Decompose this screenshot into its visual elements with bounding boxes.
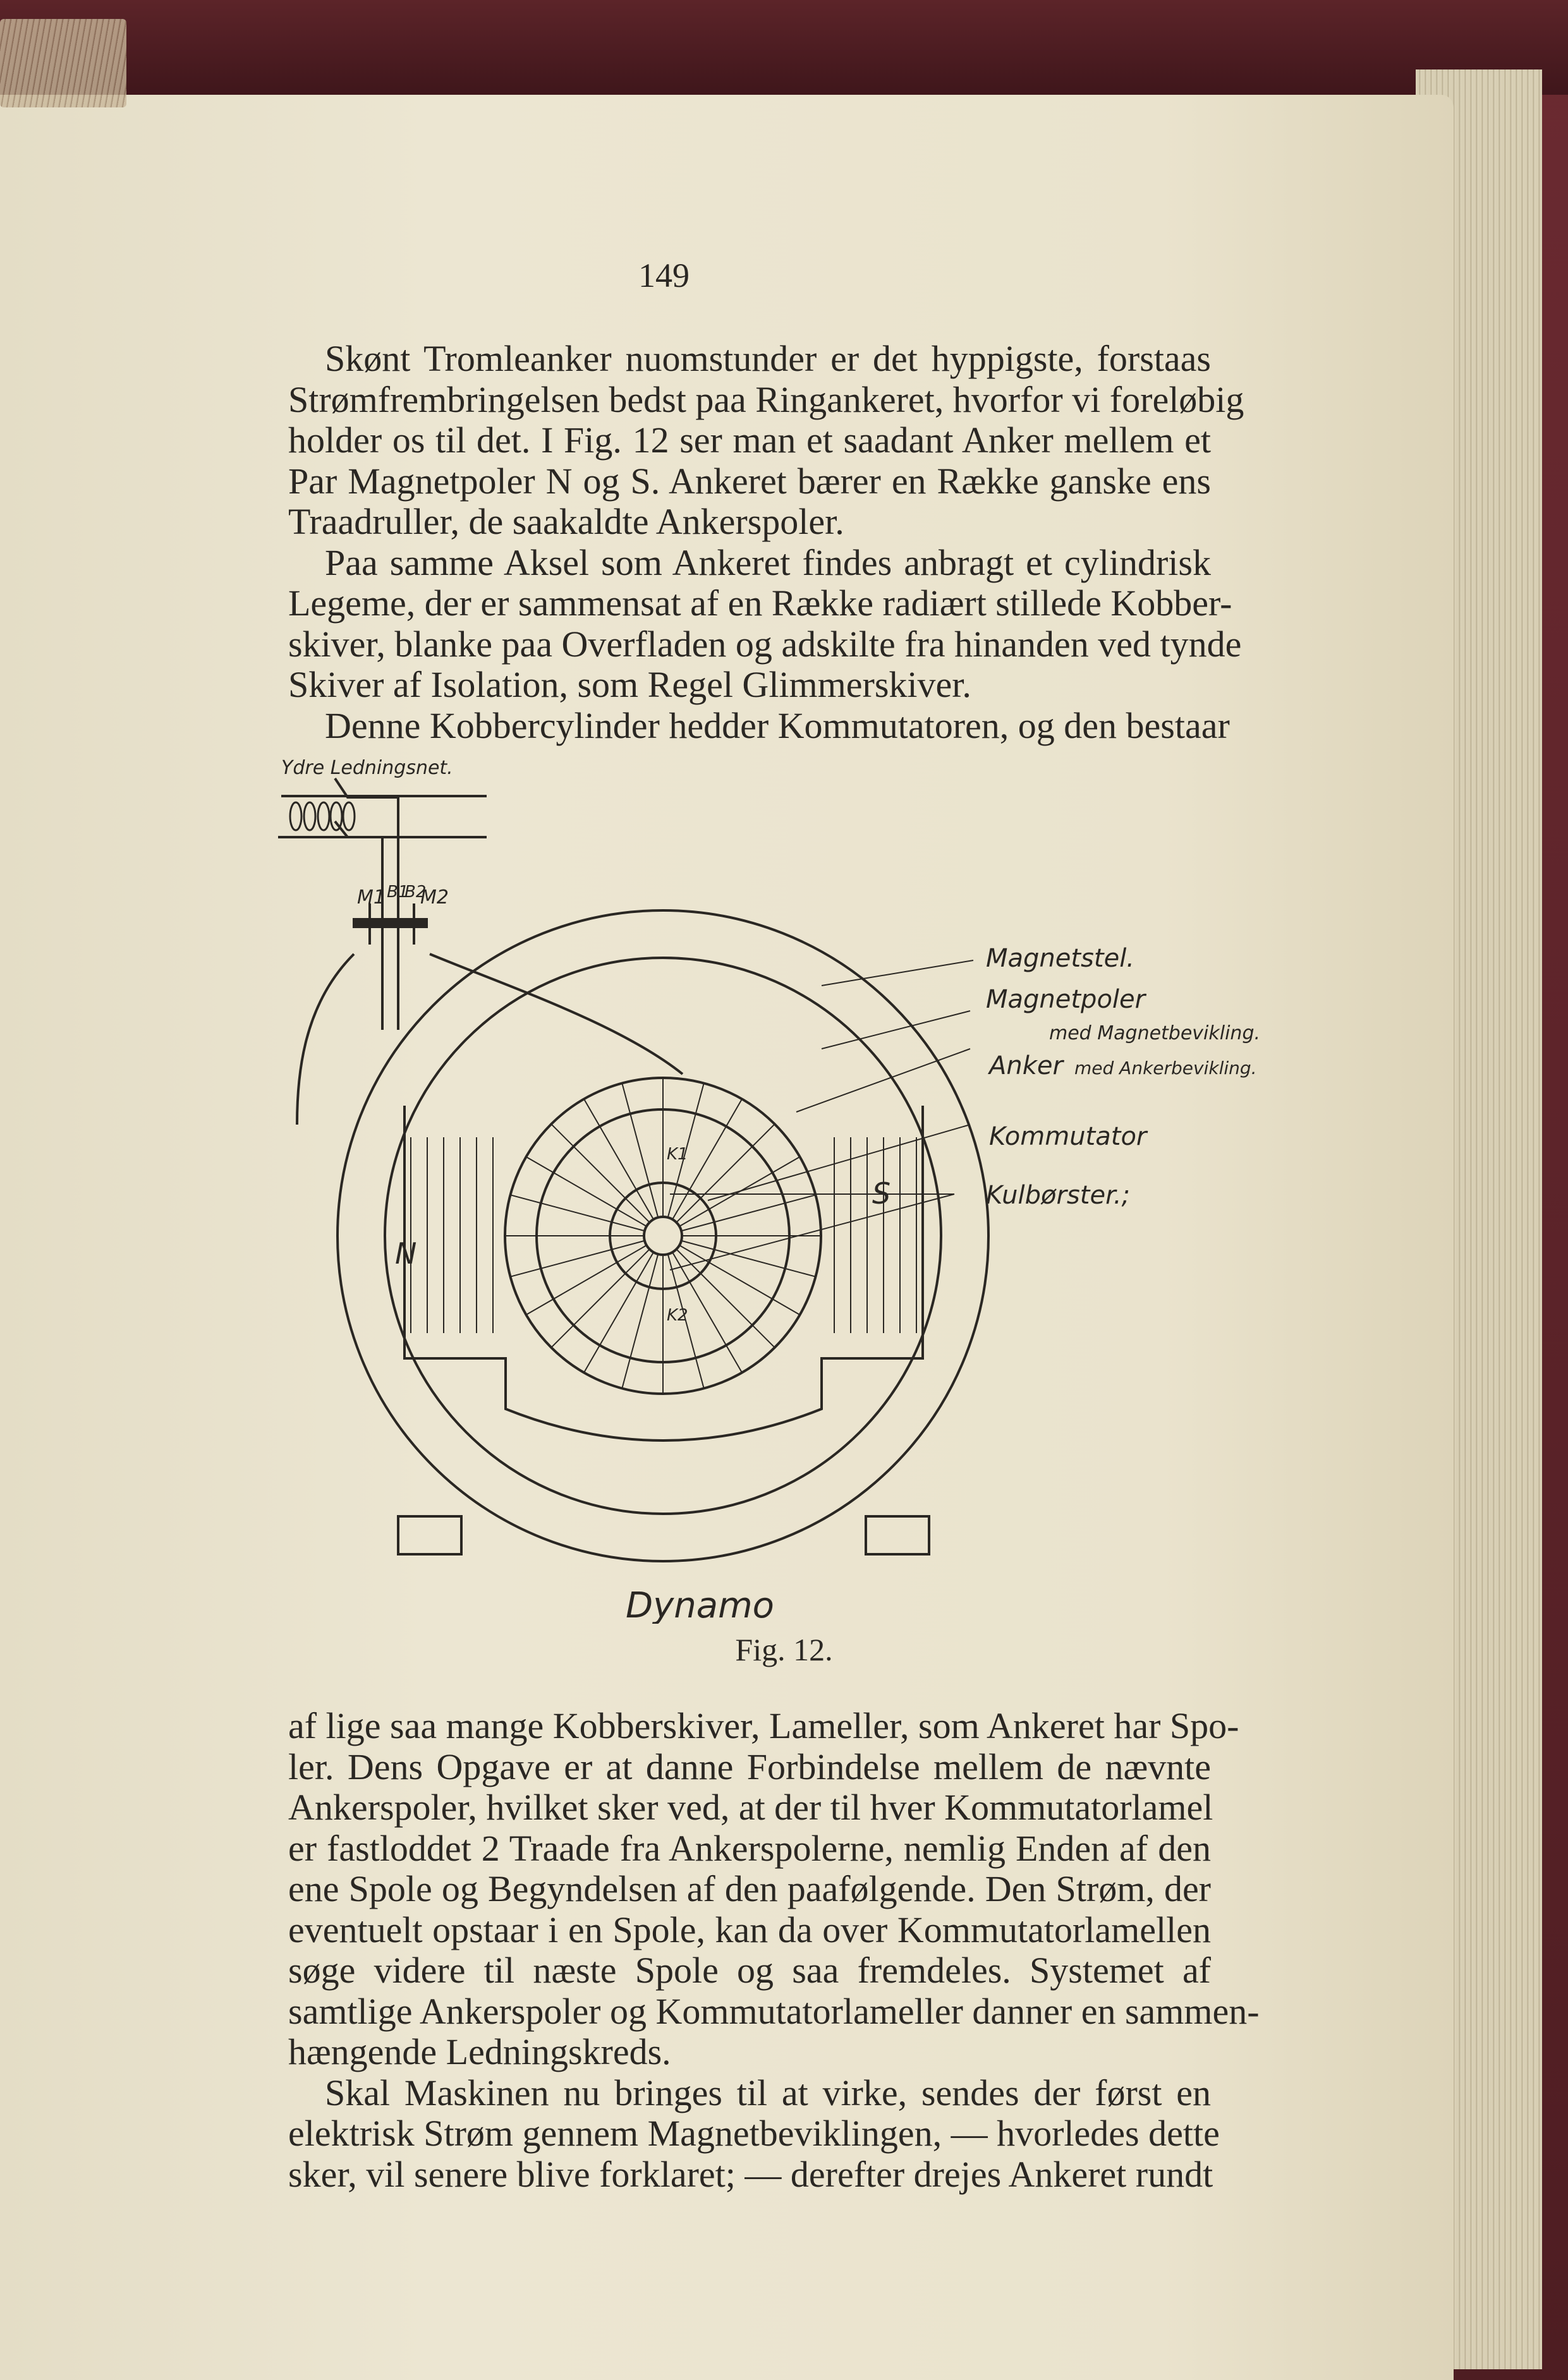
- label-k1: K1: [667, 1145, 688, 1164]
- headband: [0, 19, 126, 107]
- text-line: Ankerspoler, hvilket sker ved, at der til hver Kommutatorlamel: [288, 1787, 1213, 1828]
- binding-top: [0, 0, 1568, 95]
- label-b2: B2: [404, 883, 427, 902]
- label-k2: K2: [667, 1306, 688, 1325]
- text-line: hængende Ledningskreds.: [288, 2031, 671, 2072]
- label-armature: Anker: [989, 1051, 1063, 1080]
- text-line: af lige saa mange Kobberskiver, Lameller, som Ankeret har Spo-: [288, 1705, 1239, 1746]
- text-line: eventuelt opstaar i en Spole, kan da over Kommutatorlamellen: [288, 1909, 1211, 1950]
- label-b1: B1: [387, 883, 409, 902]
- armature-spoke: [551, 1249, 650, 1348]
- label-m1: M1: [357, 886, 386, 909]
- text-line: er fastloddet 2 Traade fra Ankerspolerne, nemlig Enden af den: [288, 1827, 1211, 1869]
- lamp-row: [290, 802, 355, 830]
- text-line: Traadruller, de saakaldte Ankerspoler.: [288, 501, 844, 542]
- text-line: Denne Kobbercylinder hedder Kommutatoren, og den bestaar: [325, 704, 1230, 746]
- label-poles: Magnetpoler: [986, 985, 1146, 1014]
- page-number: 149: [638, 257, 690, 294]
- label-brushes: Kulbørster.;: [986, 1181, 1131, 1210]
- text-line: Paa samme Aksel som Ankeret findes anbragt et cylindrisk: [325, 541, 1211, 583]
- text-line: ler. Dens Opgave er at danne Forbindelse mellem de nævnte: [288, 1746, 1211, 1787]
- armature-spoke: [551, 1124, 650, 1223]
- label-frame: Magnetstel.: [986, 944, 1135, 973]
- text-line: skiver, blanke paa Overfladen og adskilte fra hinanden ved tynde: [288, 623, 1242, 665]
- armature-spoke: [676, 1124, 775, 1223]
- figure-title: Dynamo: [626, 1585, 774, 1624]
- label-commutator: Kommutator: [989, 1122, 1147, 1151]
- label-network: Ydre Ledningsnet.: [281, 757, 453, 779]
- label-south: S: [872, 1176, 891, 1211]
- text-line: søge videre til næste Spole og saa fremdeles. Systemet af: [288, 1950, 1211, 1991]
- body-text-bottom: [288, 1705, 1260, 2195]
- text-line: ene Spole og Begyndelsen af den paafølgende. Den Strøm, der: [288, 1868, 1211, 1909]
- text-line: sker, vil senere blive forklaret; — derefter drejes Ankeret rundt: [288, 2153, 1213, 2195]
- text-line: Skiver af Isolation, som Regel Glimmerskiver.: [288, 664, 971, 705]
- label-poles-sub: med Magnetbevikling.: [1049, 1022, 1261, 1044]
- text-line: elektrisk Strøm gennem Magnetbeviklingen, — hvorledes dette: [288, 2113, 1220, 2154]
- figure-caption: Fig. 12.: [735, 1632, 833, 1667]
- text-line: holder os til det. I Fig. 12 ser man et saadant Anker mellem et: [288, 420, 1211, 461]
- label-north: N: [395, 1236, 417, 1271]
- label-armature-sub: med Ankerbevikling.: [1074, 1058, 1257, 1078]
- text-line: Legeme, der er sammensat af en Række radiært stillede Kobber-: [288, 583, 1232, 624]
- text-line: Skønt Tromleanker nuomstunder er det hyppigste, forstaas: [325, 338, 1211, 379]
- dynamo-figure: [253, 739, 1327, 1624]
- text-line: Par Magnetpoler N og S. Ankeret bærer en Række ganske ens: [288, 460, 1211, 502]
- text-line: Skal Maskinen nu bringes til at virke, sendes der først en: [325, 2072, 1211, 2113]
- body-text-top: [288, 338, 1244, 746]
- text-line: samtlige Ankerspoler og Kommutatorlameller danner en sammen-: [288, 1990, 1260, 2032]
- text-line: Strømfrembringelsen bedst paa Ringankeret, hvorfor vi foreløbig: [288, 378, 1244, 420]
- label-m2: M2: [420, 886, 449, 909]
